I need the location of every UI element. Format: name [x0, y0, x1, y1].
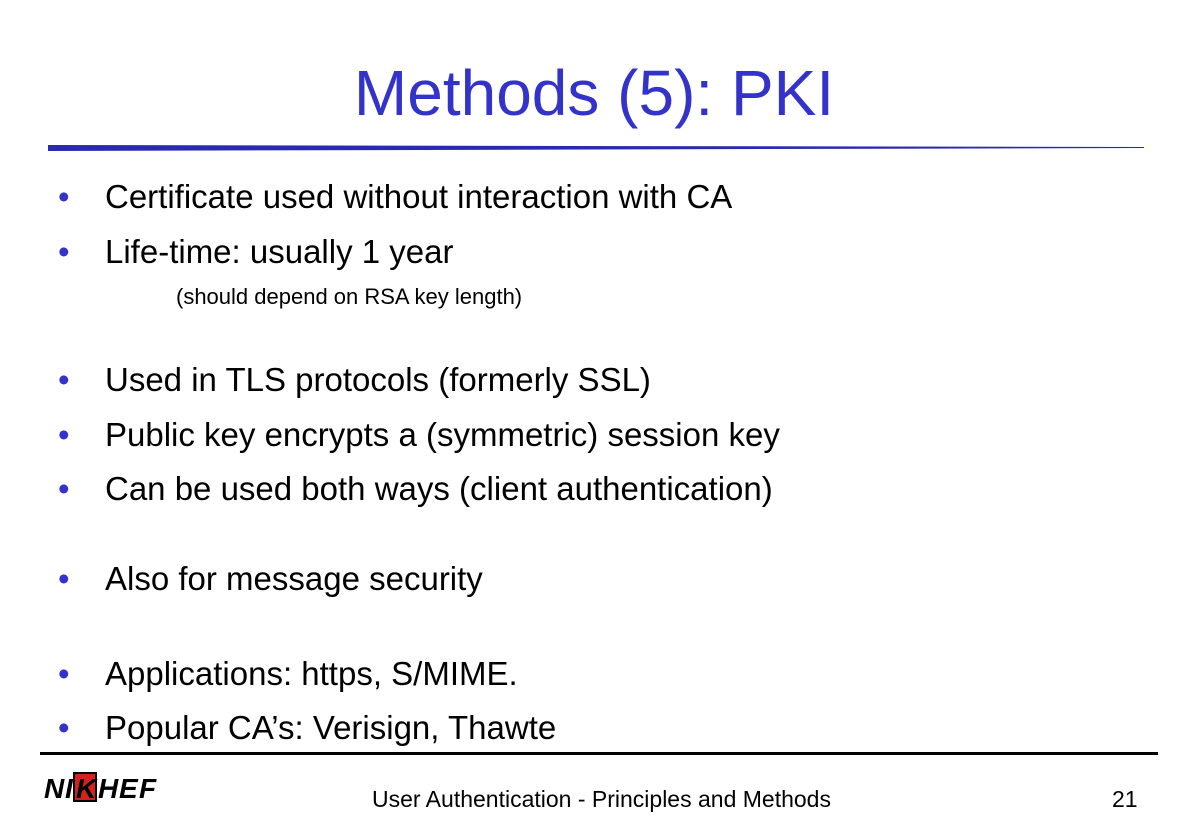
bullet-marker: •	[58, 361, 70, 398]
bullet-item	[58, 469, 773, 509]
bullet-text: Life-time: usually 1 year	[105, 233, 454, 270]
bullet-item	[58, 708, 556, 748]
bullet-marker: •	[58, 560, 70, 597]
bullet-item	[58, 177, 732, 217]
bullet-text: Used in TLS protocols (formerly SSL)	[105, 361, 651, 398]
logo-letter: N	[44, 773, 65, 804]
logo-letter: K	[76, 773, 97, 804]
bullet-item	[58, 232, 453, 272]
bullet-text: Public key encrypts a (symmetric) session key	[105, 416, 780, 453]
bullet-marker: •	[58, 416, 70, 453]
bullet-marker: •	[58, 655, 70, 692]
bullet-marker: •	[58, 233, 70, 270]
bullet-text: Certificate used without interaction with CA	[105, 178, 733, 215]
bullet-text: Popular CA’s: Verisign, Thawte	[105, 709, 557, 746]
bullet-text: Can be used both ways (client authentication)	[105, 470, 773, 507]
nikhef-logo	[40, 769, 168, 805]
bullet-text: Also for message security	[105, 560, 483, 597]
bullet-marker: •	[58, 178, 70, 215]
bullet-marker: •	[58, 709, 70, 746]
page-number: 21	[1112, 786, 1138, 812]
logo-letter: F	[139, 773, 157, 804]
logo-letter: I	[65, 773, 73, 804]
logo-letter: E	[119, 773, 138, 804]
footer-title: User Authentication - Principles and Methods	[372, 786, 831, 812]
sub-note: (should depend on RSA key length)	[176, 284, 523, 309]
bullet-item	[58, 559, 483, 599]
slide-title: Methods (5): PKI	[353, 57, 835, 129]
bullet-marker: •	[58, 470, 70, 507]
bullet-text: Applications: https, S/MIME.	[105, 655, 518, 692]
bullet-item	[58, 654, 518, 694]
logo-letter: H	[98, 773, 119, 804]
footer-divider	[40, 752, 1158, 755]
bullet-item	[58, 415, 780, 455]
bullet-item	[58, 360, 651, 400]
